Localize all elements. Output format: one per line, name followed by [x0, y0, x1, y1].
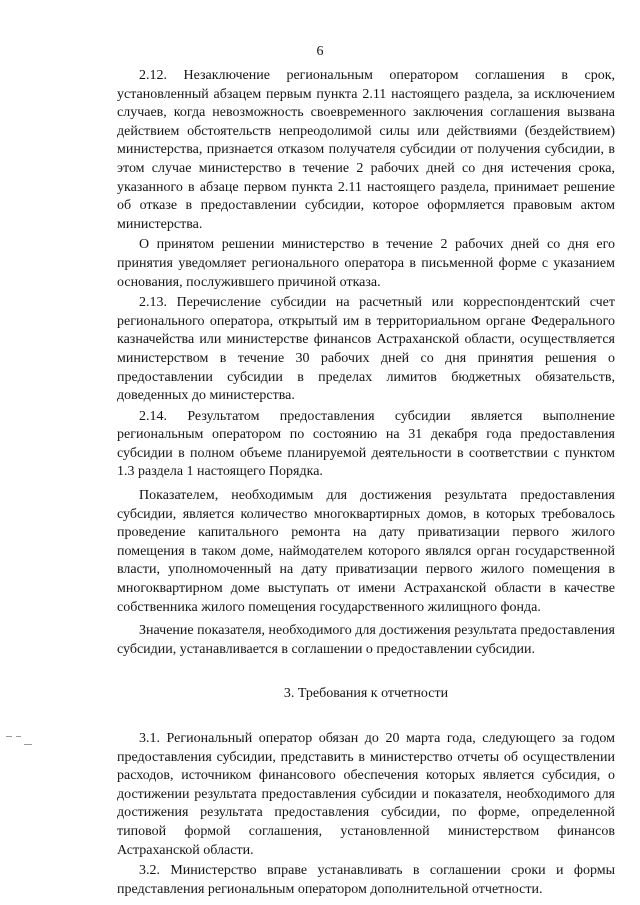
paragraph-2-14: 2.14. Результатом предоставления субсидии является выполнение региональным оператором по состоянию на 31 декабря года предоставления субсидии в полном объеме планируемой деятельности в соответствии с пунктом 1.3 раздела 1 настоящего Порядка.: [117, 408, 615, 480]
paragraph-3-2: 3.2. Министерство вправе устанавливать в соглашении сроки и формы представления региональным оператором дополнительной отчетности.: [117, 863, 615, 897]
paragraph-indicator-value: Значение показателя, необходимого для достижения результата предоставления субсидии, устанавливается в соглашении о предоставлении субсидии.: [117, 623, 615, 657]
scan-margin-marks: [2, 732, 42, 752]
section-title: 3. Требования к отчетности: [283, 686, 449, 702]
page-number: 6: [316, 44, 324, 59]
paragraph-decision-notice: О принятом решении министерство в течение 2 рабочих дней со дня его принятия уведомляет регионального оператора в письменной форме с указанием основания, послужившего причиной отказа.: [117, 237, 615, 290]
paragraph-3-1: 3.1. Региональный оператор обязан до 20 марта года, следующего за годом предоставления субсидии, представить в министерство отчеты об осуществлении расходов, источником финансового обеспечения которых является субсидия, о достижении результата предоставления субсидии и показателя, необходимого для достижения результата предоставления субсидии, по форме, определенной типовой формой соглашения, установленной министерством финансов Астраханской области.: [117, 731, 615, 858]
paragraph-2-13: 2.13. Перечисление субсидии на расчетный или корреспондентский счет регионального оператора, открытый им в территориальном органе Федерального казначейства или министерстве финансов Астраханской области, осуществляется министерством в течение 30 рабочих дней со дня принятия решения о предоставлении субсидии в пределах лимитов бюджетных обязательств, доведенных до министерства.: [117, 295, 615, 404]
paragraph-2-12: 2.12. Незаключение региональным оператором соглашения в срок, установленный абзацем первым пункта 2.11 настоящего раздела, за исключением случаев, когда невозможность своевременного заключения соглашения вызвана действием обстоятельств непреодолимой силы или действиями (бездействием) министерства, признается отказом получателя субсидии от получения субсидии, в этом случае министерство в течение 2 рабочих дней со дня истечения срока, указанного в абзаце первом пункта 2.11 настоящего раздела, принимает решение об отказе в предоставлении субсидии, которое оформляется правовым актом министерства.: [117, 68, 615, 232]
paragraph-indicator: Показателем, необходимым для достижения результата предоставления субсидии, является количество многоквартирных домов, в которых требовалось проведение капитального ремонта на дату приватизации первого жилого помещения в таком доме, наймодателем которого являлся орган государственной власти, уполномоченный на дату приватизации первого жилого помещения в многоквартирном доме выступать от имени Астраханской области в качестве собственника жилого помещения государственного жилищного фонда.: [117, 488, 615, 615]
document-body: [117, 67, 615, 899]
